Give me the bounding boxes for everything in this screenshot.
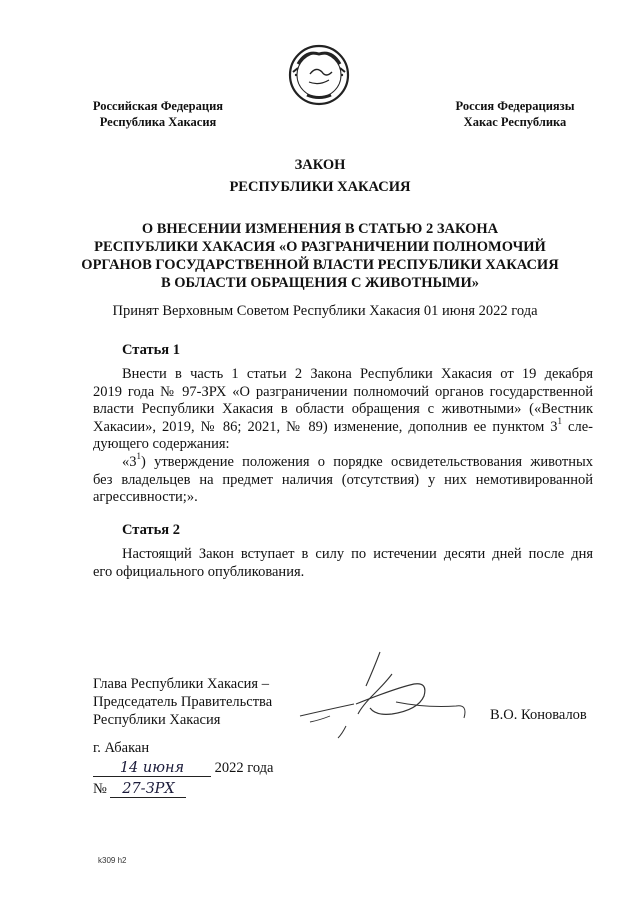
text-line: власти Республики Хакасия в области обращения с животными» («Вестник [93,401,593,418]
header-right-country: Россия Федерациязы [455,99,575,113]
signer-name: В.О. Коновалов [490,707,587,723]
article-1-text [93,366,593,454]
header-right [432,98,598,130]
law-label: ЗАКОН [294,157,346,173]
law-number-row [93,781,186,798]
article-2-text [93,546,593,581]
handwritten-signature [296,648,476,740]
position-line: Республики Хакасия [93,712,221,728]
article-1-quote [93,451,593,507]
text-line-tail: сле- [562,418,593,435]
text-line: его официального опубликования. [93,563,305,580]
superscript: 1 [136,451,141,462]
place-of-signing: г. Абакан [93,740,150,756]
date-year: 2022 года [214,760,274,776]
handwritten-law-number: 27-ЗРХ [110,781,186,798]
law-republic: РЕСПУБЛИКИ ХАКАСИЯ [229,179,411,195]
header-right-republic: Хакас Республика [463,115,567,129]
document-code: k309 h2 [98,856,127,865]
superscript: 1 [557,415,563,426]
text-line: Настоящий Закон вступает в силу по истечении десяти дней после дня [122,546,593,562]
quote-line: без владельцев на предмет наличия (отсутствия) у них немотивированной [93,471,593,488]
text-line-main: Хакасии», 2019, № 86; 2021, № 89) изменение, дополнив ее пунктом 3 [93,418,558,435]
article-1-heading: Статья 1 [122,342,180,358]
title-line: В ОБЛАСТИ ОБРАЩЕНИЯ С ЖИВОТНЫМИ» [160,275,480,291]
quote-rest: ) утверждение положения о порядке освидетельствования животных [141,454,593,470]
quote-start: «3 [122,454,137,470]
title-line: РЕСПУБЛИКИ ХАКАСИЯ «О РАЗГРАНИЧЕНИИ ПОЛНОМОЧИЙ [94,239,546,255]
text-line-with-footnote [93,415,593,437]
header-left [78,98,238,130]
quote-line [93,451,593,472]
title-line: О ВНЕСЕНИИ ИЗМЕНЕНИЯ В СТАТЬЮ 2 ЗАКОНА [141,221,499,237]
header-left-republic: Республика Хакасия [99,115,217,129]
date-row [93,760,273,777]
number-prefix: № [93,781,107,797]
title-line: ОРГАНОВ ГОСУДАРСТВЕННОЙ ВЛАСТИ РЕСПУБЛИКИ ХАКАСИЯ [81,257,559,273]
adoption-note: Принят Верховным Советом Республики Хакасия 01 июня 2022 года [112,303,538,319]
text-line: дующего содержания: [93,436,230,453]
quote-line: агрессивности;». [93,489,198,506]
signatory-position [93,675,272,729]
coat-of-arms-emblem [276,42,362,108]
position-line: Глава Республики Хакасия – [93,676,269,692]
text-line: Внести в часть 1 статьи 2 Закона Республики Хакасия от 19 декабря [122,366,593,382]
law-title [60,220,580,292]
handwritten-date: 14 июня [93,760,211,777]
article-2-heading: Статья 2 [122,522,180,538]
text-line: 2019 года № 97-ЗРХ «О разграничении полномочий органов государственной [93,383,593,400]
header-left-country: Российская Федерация [92,99,224,113]
position-line: Председатель Правительства [93,694,273,710]
